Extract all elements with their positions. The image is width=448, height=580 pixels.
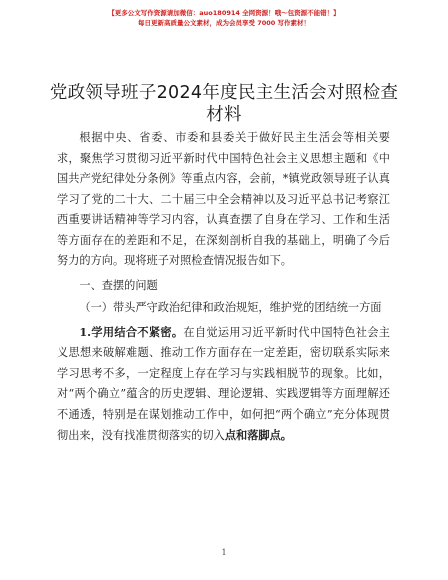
subsection-heading: （一）带头严守政治纪律和政治规矩，维护党的团结统一方面 [79, 301, 382, 314]
document-body [57, 128, 390, 447]
promo-banner-line-1: 【更多公文写作资源请加微信：auo180914 全网资源！哦～包资源不能错！】 [108, 9, 340, 17]
page-number: 1 [221, 548, 227, 557]
point-label: 1.学用结合不紧密。 [79, 324, 184, 339]
point-paragraph [57, 322, 390, 447]
point-text: 在自觉运用习近平新时代中国特色社会主义思想来破解难题、推动工作方面存在一定差距，密切联系实际来学习思考不多，一定程度上存在学习与实践相脱节的现象。比如，对“两个确立”蕴含的历史逻辑、理论逻辑、实践逻辑等方面理解还不通透，特别是在谋划推动工作中，如何把“两个确立”充分体现贯彻出来，没有找准贯彻落实的切入 [57, 325, 390, 442]
document-title: 党政领导班子2024年度民主生活会对照检查材料 [49, 83, 399, 125]
promo-banner-line-2: 每日更新高质量公文素材，成为会员享受 7000 写作素材！ [137, 19, 311, 27]
intro-paragraph: 根据中央、省委、市委和县委关于做好民主生活会等相关要求，聚焦学习贯彻习近平新时代中国特色社会主义思想主题和《中国共产党纪律处分条例》等重点内容，会前，*镇党政领导班子认真学习了党的二十大、二十届三中全会精神以及习近平总书记考察江西重要讲话精神等学习内容，认真查摆了自身在学习、工作和生活等方面存在的差距和不足，在深刻剖析自我的基础上，明确了今后努力的方向。现将班子对照检查情况报告如下。 [57, 131, 390, 267]
section-heading: 一、查摆的问题 [79, 278, 158, 292]
point-ending: 点和落脚点。 [224, 428, 292, 442]
promo-banner [0, 8, 448, 28]
